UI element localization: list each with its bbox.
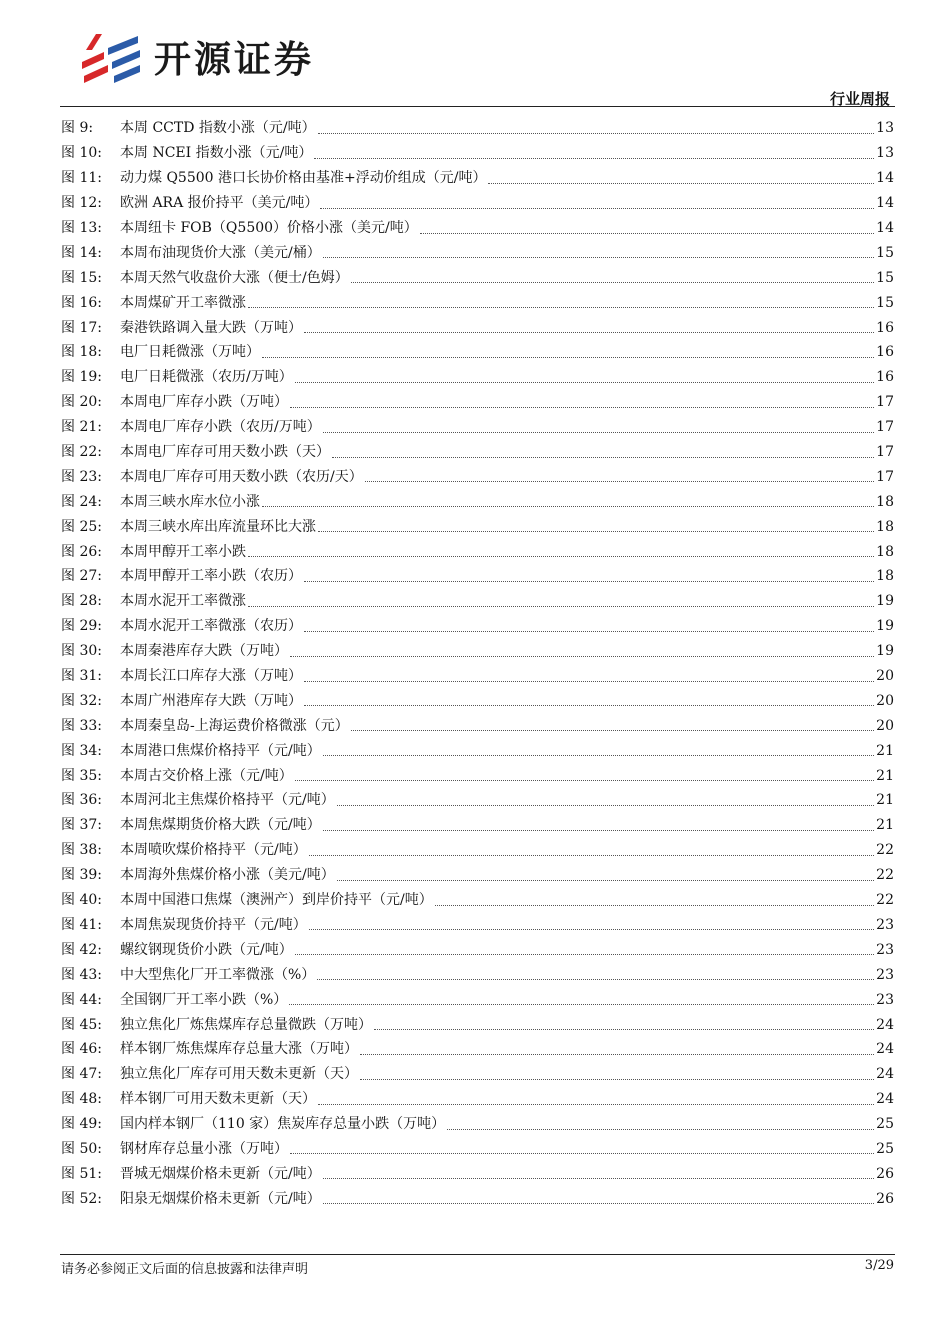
toc-entry[interactable] bbox=[61, 987, 894, 1012]
toc-figure-label: 图 36: bbox=[61, 792, 102, 809]
toc-entry[interactable] bbox=[61, 564, 894, 589]
toc-page-number: 22 bbox=[876, 892, 894, 909]
toc-entry[interactable] bbox=[61, 639, 894, 664]
toc-figure-title: 本周焦煤期货价格大跌（元/吨） bbox=[120, 817, 321, 834]
toc-figure-label: 图 29: bbox=[61, 618, 102, 635]
toc-dot-leader bbox=[248, 556, 874, 557]
toc-dot-leader bbox=[309, 855, 874, 856]
toc-figure-label: 图 18: bbox=[61, 344, 102, 361]
toc-dot-leader bbox=[435, 905, 874, 906]
company-name: 开源证券 bbox=[154, 38, 314, 81]
toc-dot-leader bbox=[360, 1054, 874, 1055]
toc-entry[interactable] bbox=[61, 937, 894, 962]
toc-entry[interactable] bbox=[61, 191, 894, 216]
toc-entry[interactable] bbox=[61, 166, 894, 191]
figure-list bbox=[61, 116, 894, 1211]
toc-page-number: 21 bbox=[876, 742, 894, 759]
toc-figure-title: 本周 NCEI 指数小涨（元/吨） bbox=[120, 145, 313, 162]
toc-figure-title: 电厂日耗微涨（农历/万吨） bbox=[120, 369, 293, 386]
toc-figure-label: 图 26: bbox=[61, 543, 102, 560]
toc-dot-leader bbox=[314, 158, 874, 159]
toc-page-number: 17 bbox=[876, 468, 894, 485]
toc-entry[interactable] bbox=[61, 763, 894, 788]
toc-figure-title: 欧洲 ARA 报价持平（美元/吨） bbox=[120, 195, 319, 212]
toc-figure-title: 本周水泥开工率微涨（农历） bbox=[120, 618, 302, 635]
toc-figure-label: 图 32: bbox=[61, 692, 102, 709]
toc-figure-label: 图 48: bbox=[61, 1091, 102, 1108]
toc-figure-title: 螺纹钢现货价小跌（元/吨） bbox=[120, 941, 293, 958]
toc-dot-leader bbox=[360, 1079, 874, 1080]
toc-dot-leader bbox=[332, 457, 874, 458]
toc-figure-title: 本周甲醇开工率小跌 bbox=[120, 543, 246, 560]
toc-entry[interactable] bbox=[61, 813, 894, 838]
toc-entry[interactable] bbox=[61, 913, 894, 938]
toc-dot-leader bbox=[337, 880, 874, 881]
toc-figure-title: 动力煤 Q5500 港口长协价格由基准+浮动价组成（元/吨） bbox=[120, 170, 487, 187]
toc-figure-label: 图 19: bbox=[61, 369, 102, 386]
toc-figure-title: 本周长江口库存大涨（万吨） bbox=[120, 668, 302, 685]
toc-figure-label: 图 42: bbox=[61, 941, 102, 958]
toc-page-number: 17 bbox=[876, 419, 894, 436]
toc-figure-label: 图 41: bbox=[61, 916, 102, 933]
toc-dot-leader bbox=[290, 656, 874, 657]
toc-dot-leader bbox=[295, 780, 874, 781]
toc-page-number: 13 bbox=[876, 120, 894, 137]
toc-page-number: 21 bbox=[876, 767, 894, 784]
toc-figure-label: 图 38: bbox=[61, 842, 102, 859]
toc-figure-title: 阳泉无烟煤价格未更新（元/吨） bbox=[120, 1190, 321, 1207]
toc-entry[interactable] bbox=[61, 1087, 894, 1112]
toc-figure-label: 图 49: bbox=[61, 1116, 102, 1133]
toc-figure-label: 图 46: bbox=[61, 1041, 102, 1058]
toc-dot-leader bbox=[289, 1004, 874, 1005]
toc-figure-title: 电厂日耗微涨（万吨） bbox=[120, 344, 260, 361]
toc-figure-title: 本周秦皇岛-上海运费价格微涨（元） bbox=[120, 717, 349, 734]
toc-figure-label: 图 52: bbox=[61, 1190, 102, 1207]
toc-page-number: 18 bbox=[876, 518, 894, 535]
toc-entry[interactable] bbox=[61, 738, 894, 763]
toc-entry[interactable] bbox=[61, 216, 894, 241]
toc-page-number: 18 bbox=[876, 568, 894, 585]
toc-entry[interactable] bbox=[61, 664, 894, 689]
toc-page-number: 25 bbox=[876, 1116, 894, 1133]
toc-page-number: 14 bbox=[876, 170, 894, 187]
toc-dot-leader bbox=[323, 830, 874, 831]
toc-entry[interactable] bbox=[61, 688, 894, 713]
toc-figure-label: 图 9: bbox=[61, 120, 94, 137]
toc-figure-title: 晋城无烟煤价格未更新（元/吨） bbox=[120, 1165, 321, 1182]
toc-figure-label: 图 51: bbox=[61, 1165, 102, 1182]
toc-entry[interactable] bbox=[61, 1112, 894, 1137]
toc-page-number: 20 bbox=[876, 668, 894, 685]
toc-figure-title: 国内样本钢厂（110 家）焦炭库存总量小跌（万吨） bbox=[120, 1116, 446, 1133]
toc-dot-leader bbox=[304, 681, 874, 682]
toc-dot-leader bbox=[323, 432, 874, 433]
toc-dot-leader bbox=[304, 705, 874, 706]
toc-figure-title: 本周焦炭现货价持平（元/吨） bbox=[120, 916, 307, 933]
toc-page-number: 24 bbox=[876, 1041, 894, 1058]
toc-page-number: 24 bbox=[876, 1091, 894, 1108]
toc-dot-leader bbox=[262, 506, 874, 507]
toc-figure-label: 图 15: bbox=[61, 269, 102, 286]
report-type: 行业周报 bbox=[829, 90, 890, 108]
toc-entry[interactable] bbox=[61, 365, 894, 390]
toc-page-number: 24 bbox=[876, 1016, 894, 1033]
toc-figure-title: 中大型焦化厂开工率微涨（%） bbox=[120, 966, 316, 983]
toc-figure-label: 图 44: bbox=[61, 991, 102, 1008]
toc-figure-title: 本周电厂库存可用天数小跌（天） bbox=[120, 444, 330, 461]
toc-entry[interactable] bbox=[61, 614, 894, 639]
toc-figure-label: 图 28: bbox=[61, 593, 102, 610]
toc-dot-leader bbox=[295, 954, 874, 955]
toc-page-number: 15 bbox=[876, 269, 894, 286]
toc-figure-title: 本周广州港库存大跌（万吨） bbox=[120, 692, 302, 709]
toc-entry[interactable] bbox=[61, 514, 894, 539]
toc-page-number: 26 bbox=[876, 1165, 894, 1182]
toc-dot-leader bbox=[290, 407, 874, 408]
toc-entry[interactable] bbox=[61, 1037, 894, 1062]
toc-dot-leader bbox=[320, 208, 874, 209]
toc-dot-leader bbox=[304, 631, 874, 632]
toc-dot-leader bbox=[323, 755, 874, 756]
toc-page-number: 21 bbox=[876, 817, 894, 834]
toc-page-number: 16 bbox=[876, 344, 894, 361]
toc-figure-label: 图 22: bbox=[61, 444, 102, 461]
toc-figure-label: 图 12: bbox=[61, 195, 102, 212]
toc-dot-leader bbox=[318, 1104, 874, 1105]
toc-entry[interactable] bbox=[61, 1161, 894, 1186]
toc-page-number: 13 bbox=[876, 145, 894, 162]
toc-figure-title: 本周河北主焦煤价格持平（元/吨） bbox=[120, 792, 335, 809]
toc-page-number: 15 bbox=[876, 244, 894, 261]
toc-figure-title: 本周纽卡 FOB（Q5500）价格小涨（美元/吨） bbox=[120, 220, 418, 236]
toc-figure-title: 独立焦化厂炼焦煤库存总量微跌（万吨） bbox=[120, 1016, 372, 1033]
toc-dot-leader bbox=[262, 357, 874, 358]
toc-entry[interactable] bbox=[61, 713, 894, 738]
toc-page-number: 21 bbox=[876, 792, 894, 809]
toc-dot-leader bbox=[351, 282, 874, 283]
toc-figure-label: 图 45: bbox=[61, 1016, 102, 1033]
toc-entry[interactable] bbox=[61, 1137, 894, 1162]
toc-dot-leader bbox=[365, 481, 874, 482]
footer-disclaimer: 请务必参阅正文后面的信息披露和法律声明 bbox=[61, 1262, 309, 1277]
toc-page-number: 19 bbox=[876, 593, 894, 610]
toc-figure-label: 图 14: bbox=[61, 244, 102, 261]
toc-figure-label: 图 50: bbox=[61, 1140, 102, 1157]
toc-figure-title: 钢材库存总量小涨（万吨） bbox=[120, 1140, 288, 1157]
toc-figure-label: 图 43: bbox=[61, 966, 102, 983]
toc-figure-title: 全国钢厂开工率小跌（%） bbox=[120, 991, 288, 1008]
toc-figure-title: 本周甲醇开工率小跌（农历） bbox=[120, 568, 302, 585]
toc-figure-title: 独立焦化厂库存可用天数未更新（天） bbox=[120, 1066, 358, 1083]
logo-mark-icon bbox=[78, 28, 142, 84]
toc-page-number: 23 bbox=[876, 916, 894, 933]
toc-entry[interactable] bbox=[61, 240, 894, 265]
toc-figure-title: 本周秦港库存大跌（万吨） bbox=[120, 643, 288, 660]
toc-dot-leader bbox=[318, 133, 875, 134]
toc-figure-label: 图 11: bbox=[61, 170, 102, 187]
toc-dot-leader bbox=[295, 382, 874, 383]
toc-figure-label: 图 37: bbox=[61, 817, 102, 834]
toc-entry[interactable] bbox=[61, 265, 894, 290]
footer-divider bbox=[60, 1254, 895, 1255]
company-logo bbox=[78, 28, 314, 84]
toc-entry[interactable] bbox=[61, 141, 894, 166]
toc-figure-title: 本周天然气收盘价大涨（便士/色姆） bbox=[120, 269, 349, 286]
toc-page-number: 20 bbox=[876, 717, 894, 734]
toc-figure-title: 本周中国港口焦煤（澳洲产）到岸价持平（元/吨） bbox=[120, 892, 433, 909]
toc-page-number: 22 bbox=[876, 842, 894, 859]
toc-page-number: 15 bbox=[876, 294, 894, 311]
toc-dot-leader bbox=[309, 929, 874, 930]
toc-page-number: 18 bbox=[876, 543, 894, 560]
toc-figure-label: 图 33: bbox=[61, 717, 102, 734]
toc-entry[interactable] bbox=[61, 290, 894, 315]
toc-entry[interactable] bbox=[61, 415, 894, 440]
toc-dot-leader bbox=[374, 1029, 874, 1030]
toc-figure-label: 图 21: bbox=[61, 419, 102, 436]
toc-page-number: 23 bbox=[876, 991, 894, 1008]
toc-figure-label: 图 40: bbox=[61, 892, 102, 909]
toc-dot-leader bbox=[304, 581, 874, 582]
header-divider bbox=[60, 106, 895, 107]
toc-figure-title: 本周三峡水库出库流量环比大涨 bbox=[120, 518, 316, 535]
toc-figure-label: 图 17: bbox=[61, 319, 102, 336]
toc-dot-leader bbox=[447, 1129, 874, 1130]
toc-entry[interactable] bbox=[61, 539, 894, 564]
toc-figure-label: 图 16: bbox=[61, 294, 102, 311]
toc-entry[interactable] bbox=[61, 1012, 894, 1037]
toc-figure-title: 本周海外焦煤价格小涨（美元/吨） bbox=[120, 867, 335, 884]
toc-page-number: 14 bbox=[876, 220, 894, 236]
toc-entry[interactable] bbox=[61, 1062, 894, 1087]
toc-dot-leader bbox=[248, 307, 874, 308]
toc-figure-label: 图 24: bbox=[61, 493, 102, 510]
toc-page-number: 19 bbox=[876, 618, 894, 635]
toc-dot-leader bbox=[323, 1178, 874, 1179]
page-number: 3/29 bbox=[864, 1258, 894, 1273]
toc-page-number: 17 bbox=[876, 444, 894, 461]
toc-figure-title: 本周水泥开工率微涨 bbox=[120, 593, 246, 610]
toc-page-number: 18 bbox=[876, 493, 894, 510]
toc-figure-title: 本周三峡水库水位小涨 bbox=[120, 493, 260, 510]
toc-entry[interactable] bbox=[61, 315, 894, 340]
toc-entry[interactable] bbox=[61, 489, 894, 514]
toc-page-number: 17 bbox=[876, 394, 894, 411]
toc-figure-title: 本周电厂库存小跌（农历/万吨） bbox=[120, 419, 321, 436]
toc-dot-leader bbox=[318, 531, 874, 532]
toc-figure-title: 本周喷吹煤价格持平（元/吨） bbox=[120, 842, 307, 859]
toc-entry[interactable] bbox=[61, 390, 894, 415]
toc-figure-label: 图 47: bbox=[61, 1066, 102, 1083]
toc-figure-label: 图 10: bbox=[61, 145, 102, 162]
toc-entry[interactable] bbox=[61, 1186, 894, 1211]
toc-figure-title: 本周煤矿开工率微涨 bbox=[120, 294, 246, 311]
toc-entry[interactable] bbox=[61, 589, 894, 614]
toc-dot-leader bbox=[304, 332, 874, 333]
toc-figure-label: 图 31: bbox=[61, 668, 102, 685]
toc-figure-label: 图 13: bbox=[61, 220, 102, 236]
toc-figure-label: 图 35: bbox=[61, 767, 102, 784]
toc-dot-leader bbox=[323, 257, 874, 258]
toc-dot-leader bbox=[488, 183, 874, 184]
toc-figure-title: 本周 CCTD 指数小涨（元/吨） bbox=[120, 120, 316, 137]
toc-page-number: 24 bbox=[876, 1066, 894, 1083]
toc-figure-label: 图 23: bbox=[61, 468, 102, 485]
toc-figure-label: 图 20: bbox=[61, 394, 102, 411]
toc-dot-leader bbox=[351, 730, 874, 731]
toc-dot-leader bbox=[290, 1153, 874, 1154]
toc-figure-title: 本周电厂库存小跌（万吨） bbox=[120, 394, 288, 411]
toc-figure-title: 本周古交价格上涨（元/吨） bbox=[120, 767, 293, 784]
toc-page-number: 19 bbox=[876, 643, 894, 660]
toc-figure-title: 秦港铁路调入量大跌（万吨） bbox=[120, 319, 302, 336]
toc-figure-title: 样本钢厂炼焦煤库存总量大涨（万吨） bbox=[120, 1041, 358, 1058]
toc-dot-leader bbox=[323, 1203, 874, 1204]
toc-entry[interactable] bbox=[61, 440, 894, 465]
toc-page-number: 16 bbox=[876, 319, 894, 336]
toc-figure-label: 图 30: bbox=[61, 643, 102, 660]
toc-page-number: 23 bbox=[876, 966, 894, 983]
toc-figure-title: 本周港口焦煤价格持平（元/吨） bbox=[120, 742, 321, 759]
toc-dot-leader bbox=[317, 979, 874, 980]
toc-figure-label: 图 25: bbox=[61, 518, 102, 535]
toc-page-number: 22 bbox=[876, 867, 894, 884]
toc-entry[interactable] bbox=[61, 464, 894, 489]
toc-entry[interactable] bbox=[61, 340, 894, 365]
toc-figure-label: 图 27: bbox=[61, 568, 102, 585]
toc-figure-title: 样本钢厂可用天数未更新（天） bbox=[120, 1091, 316, 1108]
toc-figure-title: 本周电厂库存可用天数小跌（农历/天） bbox=[120, 468, 363, 485]
toc-page-number: 16 bbox=[876, 369, 894, 386]
toc-entry[interactable] bbox=[61, 116, 894, 141]
toc-figure-title: 本周布油现货价大涨（美元/桶） bbox=[120, 244, 321, 261]
toc-dot-leader bbox=[337, 805, 874, 806]
toc-page-number: 25 bbox=[876, 1140, 894, 1157]
toc-figure-label: 图 34: bbox=[61, 742, 102, 759]
toc-dot-leader bbox=[248, 606, 874, 607]
toc-entry[interactable] bbox=[61, 838, 894, 863]
toc-dot-leader bbox=[420, 233, 874, 234]
toc-entry[interactable] bbox=[61, 888, 894, 913]
toc-entry[interactable] bbox=[61, 788, 894, 813]
toc-page-number: 20 bbox=[876, 692, 894, 709]
toc-page-number: 26 bbox=[876, 1190, 894, 1207]
toc-page-number: 23 bbox=[876, 941, 894, 958]
toc-entry[interactable] bbox=[61, 962, 894, 987]
toc-entry[interactable] bbox=[61, 863, 894, 888]
toc-figure-label: 图 39: bbox=[61, 867, 102, 884]
toc-page-number: 14 bbox=[876, 195, 894, 212]
